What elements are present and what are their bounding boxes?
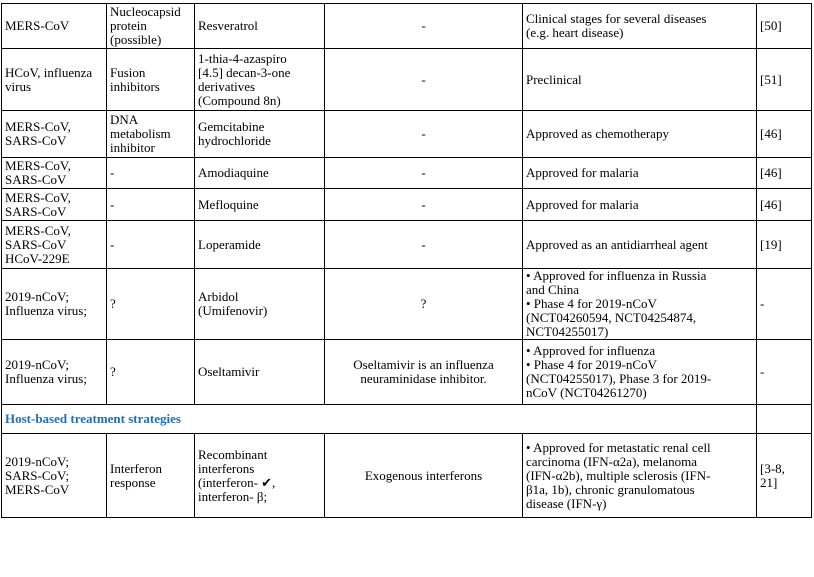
status-cell (523, 221, 757, 269)
cell-line: Interferon (110, 460, 162, 476)
cell-line: MERS-CoV, (5, 222, 71, 238)
cell-line: Preclinical (526, 71, 582, 87)
table-body (2, 4, 812, 518)
cell-line: - (110, 196, 115, 212)
cell-line: SARS-CoV (5, 236, 67, 252)
mechanism-cell (325, 189, 523, 221)
cell-line: 2019-nCoV; (5, 453, 70, 469)
status-cell (523, 340, 757, 405)
cell-line: Approved as an antidiarrheal agent (526, 236, 708, 252)
cell-line: • Approved for influenza (526, 343, 656, 358)
reference-cell: [46] (757, 158, 812, 189)
cell-line: Amodiaquine (198, 165, 269, 180)
cell-line: 1-thia-4-azaspiro (198, 50, 287, 66)
status-cell (523, 49, 757, 111)
mechanism-cell (325, 49, 523, 111)
status-cell (523, 4, 757, 49)
cell-line: MERS-CoV (5, 18, 70, 33)
cell-line: response (110, 474, 156, 490)
status-cell (523, 434, 757, 518)
cell-line: MERS-CoV, (5, 119, 71, 134)
cell-line: 2019-nCoV; (5, 289, 70, 304)
target-cell (107, 221, 195, 269)
reference-cell: [19] (757, 221, 812, 269)
target-cell (107, 434, 195, 518)
cell-line: carcinoma (IFN-α2a), melanoma (526, 453, 698, 469)
cell-line: hydrochloride (198, 133, 271, 148)
cell-line: Mefloquine (198, 196, 259, 212)
cell-line: SARS-CoV (5, 203, 67, 219)
cell-line: Resveratrol (198, 18, 258, 33)
section-reference-cell (757, 405, 812, 434)
cell-line: nCoV (NCT04261270) (526, 385, 647, 400)
cell-line: DNA (110, 112, 139, 127)
cell-line: [3-8, (760, 460, 785, 476)
cell-line: • Approved for metastatic renal cell (526, 439, 711, 455)
drug-cell (195, 269, 325, 340)
cell-line: ? (110, 296, 116, 311)
target-cell (107, 269, 195, 340)
cell-line: SARS-CoV (5, 172, 67, 187)
drug-cell (195, 158, 325, 189)
cell-line: 2019-nCoV; (5, 357, 70, 372)
target-cell (107, 340, 195, 405)
mechanism-cell (325, 340, 523, 405)
cell-line: - (110, 236, 115, 252)
table-row (2, 111, 812, 158)
reference-cell: - (757, 269, 812, 340)
section-title: Host-based treatment strategies (2, 405, 757, 434)
virus-cell (2, 158, 107, 189)
drug-cell (195, 111, 325, 158)
cell-line: interferon- β; (198, 488, 268, 504)
cell-line: inhibitors (110, 78, 160, 94)
drug-cell (195, 221, 325, 269)
target-cell (107, 158, 195, 189)
cell-line: Nucleocapsid (110, 4, 181, 19)
cell-line: and China (526, 282, 580, 297)
status-cell (523, 111, 757, 158)
cell-line: - (110, 165, 115, 180)
cell-line: (e.g. heart disease) (526, 25, 624, 40)
reference-cell: [46] (757, 111, 812, 158)
status-cell (523, 189, 757, 221)
cell-line: - (421, 71, 426, 87)
cell-line: inhibitor (110, 140, 155, 155)
cell-line: (IFN-α2b), multiple sclerosis (IFN- (526, 467, 711, 483)
table-row (2, 158, 812, 189)
reference-cell: [51] (757, 49, 812, 111)
table-row (2, 269, 812, 340)
cell-line: virus (5, 78, 31, 94)
cell-line: • Phase 4 for 2019-nCoV (526, 357, 657, 372)
drug-cell (195, 49, 325, 111)
mechanism-cell (325, 111, 523, 158)
target-cell (107, 111, 195, 158)
cell-line: MERS-CoV, (5, 158, 71, 173)
table-row (2, 49, 812, 111)
virus-cell (2, 434, 107, 518)
cell-line: Exogenous interferons (364, 467, 483, 483)
target-cell (107, 4, 195, 49)
cell-line: protein (110, 18, 147, 33)
cell-line: Oseltamivir (198, 364, 260, 379)
drug-table (1, 3, 812, 518)
mechanism-cell (325, 221, 523, 269)
status-cell (523, 269, 757, 340)
drug-cell (195, 189, 325, 221)
cell-line: - (421, 18, 426, 33)
reference-cell: [50] (757, 4, 812, 49)
cell-line: • Approved for influenza in Russia (526, 268, 707, 283)
cell-line: disease (IFN-γ) (526, 495, 607, 511)
drug-cell (195, 340, 325, 405)
cell-line: SARS-CoV (5, 133, 67, 148)
cell-line: Fusion (110, 64, 146, 80)
cell-line: Influenza virus; (5, 303, 87, 318)
drug-cell (195, 4, 325, 49)
table-row (2, 4, 812, 49)
cell-line: - (421, 165, 426, 180)
cell-line: metabolism (110, 126, 171, 141)
cell-line: (possible) (110, 32, 162, 47)
cell-line: Recombinant (198, 446, 268, 462)
cell-line: (Compound 8n) (198, 92, 281, 108)
cell-line: β1a, 1b), chronic granulomatous (526, 481, 695, 497)
section-row (2, 405, 812, 434)
cell-line: ? (110, 364, 116, 379)
virus-cell (2, 189, 107, 221)
status-cell (523, 158, 757, 189)
cell-line: Arbidol (198, 289, 239, 304)
cell-line: derivatives (198, 78, 256, 94)
mechanism-cell (325, 158, 523, 189)
cell-line: SARS-CoV; (5, 467, 70, 483)
mechanism-cell (325, 434, 523, 518)
cell-line: Clinical stages for several diseases (526, 11, 707, 26)
cell-line: neuraminidase inhibitor. (360, 371, 487, 386)
cell-line: Approved for malaria (526, 196, 639, 212)
virus-cell (2, 4, 107, 49)
cell-line: 21] (760, 474, 778, 490)
reference-cell: - (757, 340, 812, 405)
virus-cell (2, 49, 107, 111)
cell-line: - (421, 126, 426, 141)
target-cell (107, 189, 195, 221)
cell-line: (NCT04255017), Phase 3 for 2019- (526, 371, 712, 386)
cell-line: MERS-CoV (5, 481, 70, 497)
cell-line: • Phase 4 for 2019-nCoV (526, 296, 657, 311)
cell-line: Influenza virus; (5, 371, 87, 386)
cell-line: (Umifenovir) (198, 303, 268, 318)
cell-line: ? (420, 296, 427, 311)
mechanism-cell (325, 4, 523, 49)
virus-cell (2, 269, 107, 340)
mechanism-cell (325, 269, 523, 340)
cell-line: MERS-CoV, (5, 189, 71, 205)
drug-cell (195, 434, 325, 518)
virus-cell (2, 111, 107, 158)
virus-cell (2, 340, 107, 405)
cell-line: - (421, 236, 426, 252)
cell-line: [4.5] decan-3-one (198, 64, 291, 80)
cell-line: - (421, 196, 426, 212)
cell-line: Approved as chemotherapy (526, 126, 669, 141)
table-row (2, 340, 812, 405)
virus-cell (2, 221, 107, 269)
cell-line: Oseltamivir is an influenza (353, 357, 494, 372)
cell-line: Approved for malaria (526, 165, 639, 180)
table-row (2, 221, 812, 269)
cell-line: HCoV, influenza (5, 64, 93, 80)
cell-line: interferons (198, 460, 255, 476)
target-cell (107, 49, 195, 111)
table-row (2, 189, 812, 221)
reference-cell (757, 434, 812, 518)
cell-line: (interferon- ✔, (198, 474, 276, 490)
cell-line: Loperamide (198, 236, 261, 252)
reference-cell: [46] (757, 189, 812, 221)
cell-line: Gemcitabine (198, 119, 265, 134)
cell-line: HCoV-229E (5, 250, 70, 266)
table-row (2, 434, 812, 518)
cell-line: NCT04255017) (526, 324, 609, 339)
cell-line: (NCT04260594, NCT04254874, (526, 310, 697, 325)
